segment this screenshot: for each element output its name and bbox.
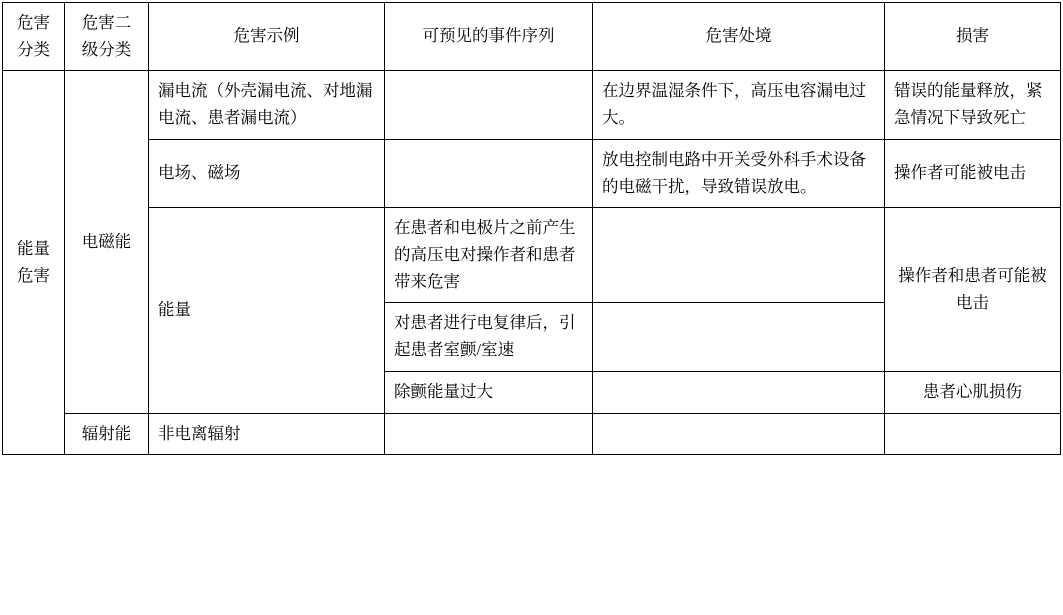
column-header-example: 危害示例 [149, 3, 385, 71]
hazard-analysis-table [2, 2, 1061, 455]
column-header-situation: 危害处境 [593, 3, 885, 71]
column-header-sequence: 可预见的事件序列 [385, 3, 593, 71]
table-body [3, 71, 1061, 455]
cell-situation-capacitor-leak: 在边界温湿条件下，高压电容漏电过大。 [593, 71, 885, 139]
cell-category: 能量危害 [3, 71, 65, 455]
cell-situation-emi: 放电控制电路中开关受外科手术设备的电磁干扰，导致错误放电。 [593, 139, 885, 207]
cell-example-nonionizing: 非电离辐射 [149, 413, 385, 455]
cell-situation-empty [593, 303, 885, 371]
cell-harm-empty [885, 413, 1061, 455]
cell-sequence-empty [385, 413, 593, 455]
cell-situation-empty [593, 413, 885, 455]
table-header-row [3, 3, 1061, 71]
table-row [3, 71, 1061, 139]
table-row [3, 139, 1061, 207]
table-header [3, 3, 1061, 71]
cell-sequence-empty [385, 71, 593, 139]
cell-harm-shock-operator: 操作者可能被电击 [885, 139, 1061, 207]
cell-example-energy: 能量 [149, 208, 385, 413]
column-header-harm: 损害 [885, 3, 1061, 71]
column-header-category: 危害分类 [3, 3, 65, 71]
cell-sequence-empty [385, 139, 593, 207]
cell-subcategory-radiation: 辐射能 [65, 413, 149, 455]
cell-subcategory-electromagnetic: 电磁能 [65, 71, 149, 413]
column-header-subcategory: 危害二级分类 [65, 3, 149, 71]
cell-harm-shock-operator-patient: 操作者和患者可能被电击 [885, 208, 1061, 372]
cell-example-leakage-current: 漏电流（外壳漏电流、对地漏电流、患者漏电流） [149, 71, 385, 139]
cell-sequence-highvoltage: 在患者和电极片之前产生的高压电对操作者和患者带来危害 [385, 208, 593, 303]
cell-situation-empty [593, 208, 885, 303]
table-row [3, 208, 1061, 303]
table-row [3, 413, 1061, 455]
cell-example-field: 电场、磁场 [149, 139, 385, 207]
cell-situation-empty [593, 371, 885, 413]
cell-harm-myocardial-injury: 患者心肌损伤 [885, 371, 1061, 413]
cell-sequence-defib-energy: 除颤能量过大 [385, 371, 593, 413]
cell-sequence-cardioversion: 对患者进行电复律后，引起患者室颤/室速 [385, 303, 593, 371]
cell-harm-death: 错误的能量释放，紧急情况下导致死亡 [885, 71, 1061, 139]
